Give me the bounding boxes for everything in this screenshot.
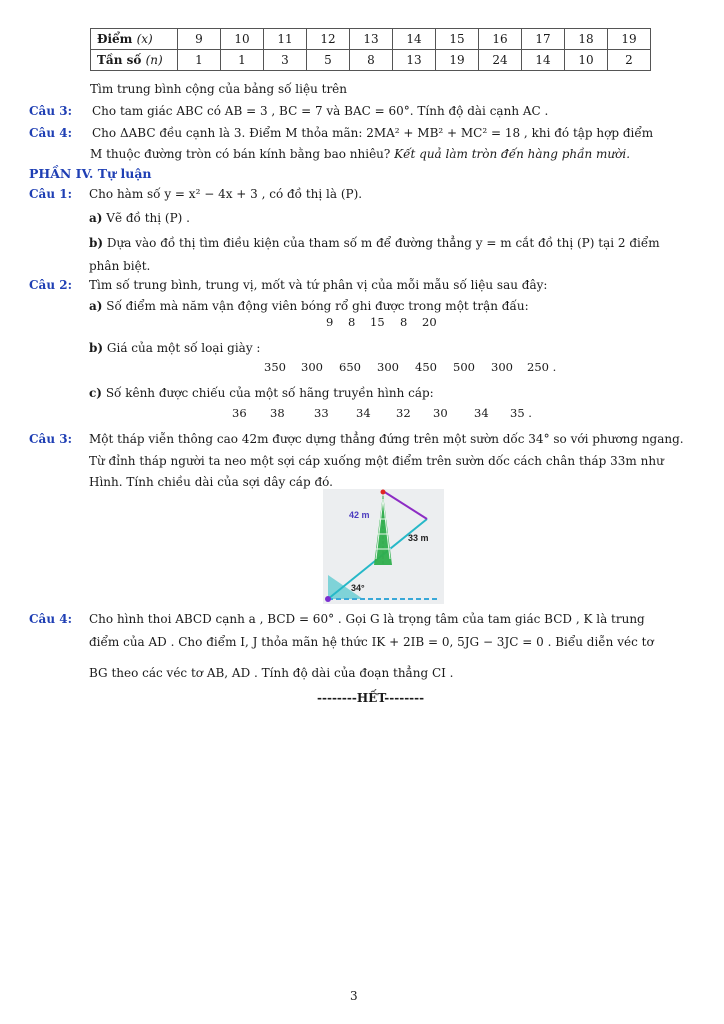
question-text: Cho hàm số y = x² − 4x + 3 , có đồ thị là (P). [89,187,363,201]
subquestion-label: c) [89,386,102,400]
intro-line: Tìm trung bình cộng của bảng số liệu trên [90,82,348,96]
data-value: 38 [270,406,285,420]
data-value: 20 [422,315,437,329]
table-cell: 10 [221,29,264,50]
question-label: Câu 2: [29,278,73,292]
question-label: Câu 4: [29,126,73,140]
table-cell: 18 [565,29,608,50]
slope-point [325,596,331,602]
question-text: Hình. Tính chiều dài của sợi dây cáp đó. [89,475,333,489]
tower-top-point [381,490,386,495]
data-value: 34 [474,406,489,420]
data-list-a [326,315,437,329]
table-cell: 2 [608,50,651,71]
table-cell: 13 [393,50,436,71]
data-list-b [264,360,556,374]
data-value: 8 [348,315,356,329]
section-heading: PHẦN IV. Tự luận [29,166,152,181]
table-cell: 14 [393,29,436,50]
data-value: 32 [396,406,411,420]
tower-height-label: 42 m [349,510,370,520]
table-cell: 1 [221,50,264,71]
table-row-freqs [91,50,651,71]
data-value: 500 [453,360,475,374]
data-value: 300 [491,360,513,374]
question-text: BG theo các véc tơ AB, AD . Tính độ dài của đoạn thẳng CI . [89,666,454,680]
data-value: 36 [232,406,247,420]
data-value: 450 [415,360,437,374]
data-value: 350 [264,360,286,374]
table-cell: 24 [479,50,522,71]
question-label: Câu 3: [29,432,73,446]
table-cell: 19 [436,50,479,71]
question-text: Từ đỉnh tháp người ta neo một sợi cáp xuống một điểm trên sườn dốc cách chân tháp 33m như [89,454,664,468]
table-cell: 11 [264,29,307,50]
frequency-table [90,28,651,71]
subquestion-label: b) [89,236,104,250]
table-cell: 1 [178,50,221,71]
table-row-points [91,29,651,50]
tower-diagram [323,489,444,604]
data-value: 35 . [510,406,532,420]
angle-label: 34° [351,583,365,593]
points-label: Điểm [97,32,133,46]
data-value: 15 [370,315,385,329]
data-value: 250 . [527,360,557,374]
table-cell: 15 [436,29,479,50]
points-var: (x) [136,32,153,46]
tower-figure [323,489,444,604]
subquestion-b [89,340,260,357]
data-value: 300 [377,360,399,374]
rounding-note: Kết quả làm tròn đến hàng phần mười. [394,147,631,161]
subquestion-text: Giá của một số loại giày : [106,341,261,355]
table-header-points [91,29,178,50]
subquestion-a [89,210,190,227]
question-text: Cho hình thoi ABCD cạnh a , BCD = 60° . Gọi G là trọng tâm của tam giác BCD , K là trung [89,612,645,626]
distance-label: 33 m [408,533,429,543]
data-value: 33 [314,406,329,420]
table-cell: 8 [350,50,393,71]
table-cell: 3 [264,50,307,71]
data-list-c [232,406,532,420]
data-value: 650 [339,360,361,374]
question-text: Cho tam giác ABC có AB = 3 , BC = 7 và BAC = 60°. Tính độ dài cạnh AC . [92,104,549,118]
question-text: điểm của AD . Cho điểm I, J thỏa mãn hệ thức IK + 2IB = 0, 5JG − 3JC = 0 . Biểu diễn véc tơ [89,635,654,649]
question-text: M thuộc đường tròn có bán kính bằng bao nhiêu? [90,147,395,161]
page-number: 3 [350,989,358,1003]
question-label: Câu 4: [29,612,73,626]
table-cell: 19 [608,29,651,50]
question-label: Câu 3: [29,104,73,118]
table-cell: 13 [350,29,393,50]
freqs-label: Tần số [97,53,142,67]
table-cell: 10 [565,50,608,71]
data-value: 8 [400,315,408,329]
subquestion-b [89,235,660,252]
question-text-line2 [90,146,630,163]
subquestion-text: Số điểm mà năm vận động viên bóng rổ ghi được trong một trận đấu: [106,299,529,313]
data-value: 300 [301,360,323,374]
question-text: Một tháp viễn thông cao 42m được dựng thẳng đứng trên một sườn dốc 34° so với phương ngang. [89,432,684,446]
end-marker: --------HẾT-------- [317,691,425,705]
table-header-freqs [91,50,178,71]
data-value: 34 [356,406,371,420]
table-cell: 9 [178,29,221,50]
question-text: Tìm số trung bình, trung vị, mốt và tứ phân vị của mỗi mẫu số liệu sau đây: [89,278,548,292]
table-cell: 5 [307,50,350,71]
table-cell: 14 [522,50,565,71]
subquestion-c [89,385,434,402]
subquestion-text: phân biệt. [89,259,151,273]
subquestion-text: Dựa vào đồ thị tìm điều kiện của tham số m để đường thẳng y = m cắt đồ thị (P) tại 2 điểm [106,236,660,250]
table-cell: 16 [479,29,522,50]
subquestion-label: b) [89,341,104,355]
table-cell: 17 [522,29,565,50]
freqs-var: (n) [145,53,163,67]
subquestion-label: a) [89,211,103,225]
data-value: 9 [326,315,334,329]
subquestion-label: a) [89,299,103,313]
data-value: 30 [433,406,448,420]
question-label: Câu 1: [29,187,73,201]
subquestion-text: Vẽ đồ thị (P) . [106,211,190,225]
question-text: Cho ΔABC đều cạnh là 3. Điểm M thỏa mãn: 2MA² + MB² + MC² = 18 , khi đó tập hợp điểm [92,126,654,140]
subquestion-a [89,298,529,315]
subquestion-text: Số kênh được chiếu của một số hãng truyền hình cáp: [105,386,434,400]
table-cell: 12 [307,29,350,50]
